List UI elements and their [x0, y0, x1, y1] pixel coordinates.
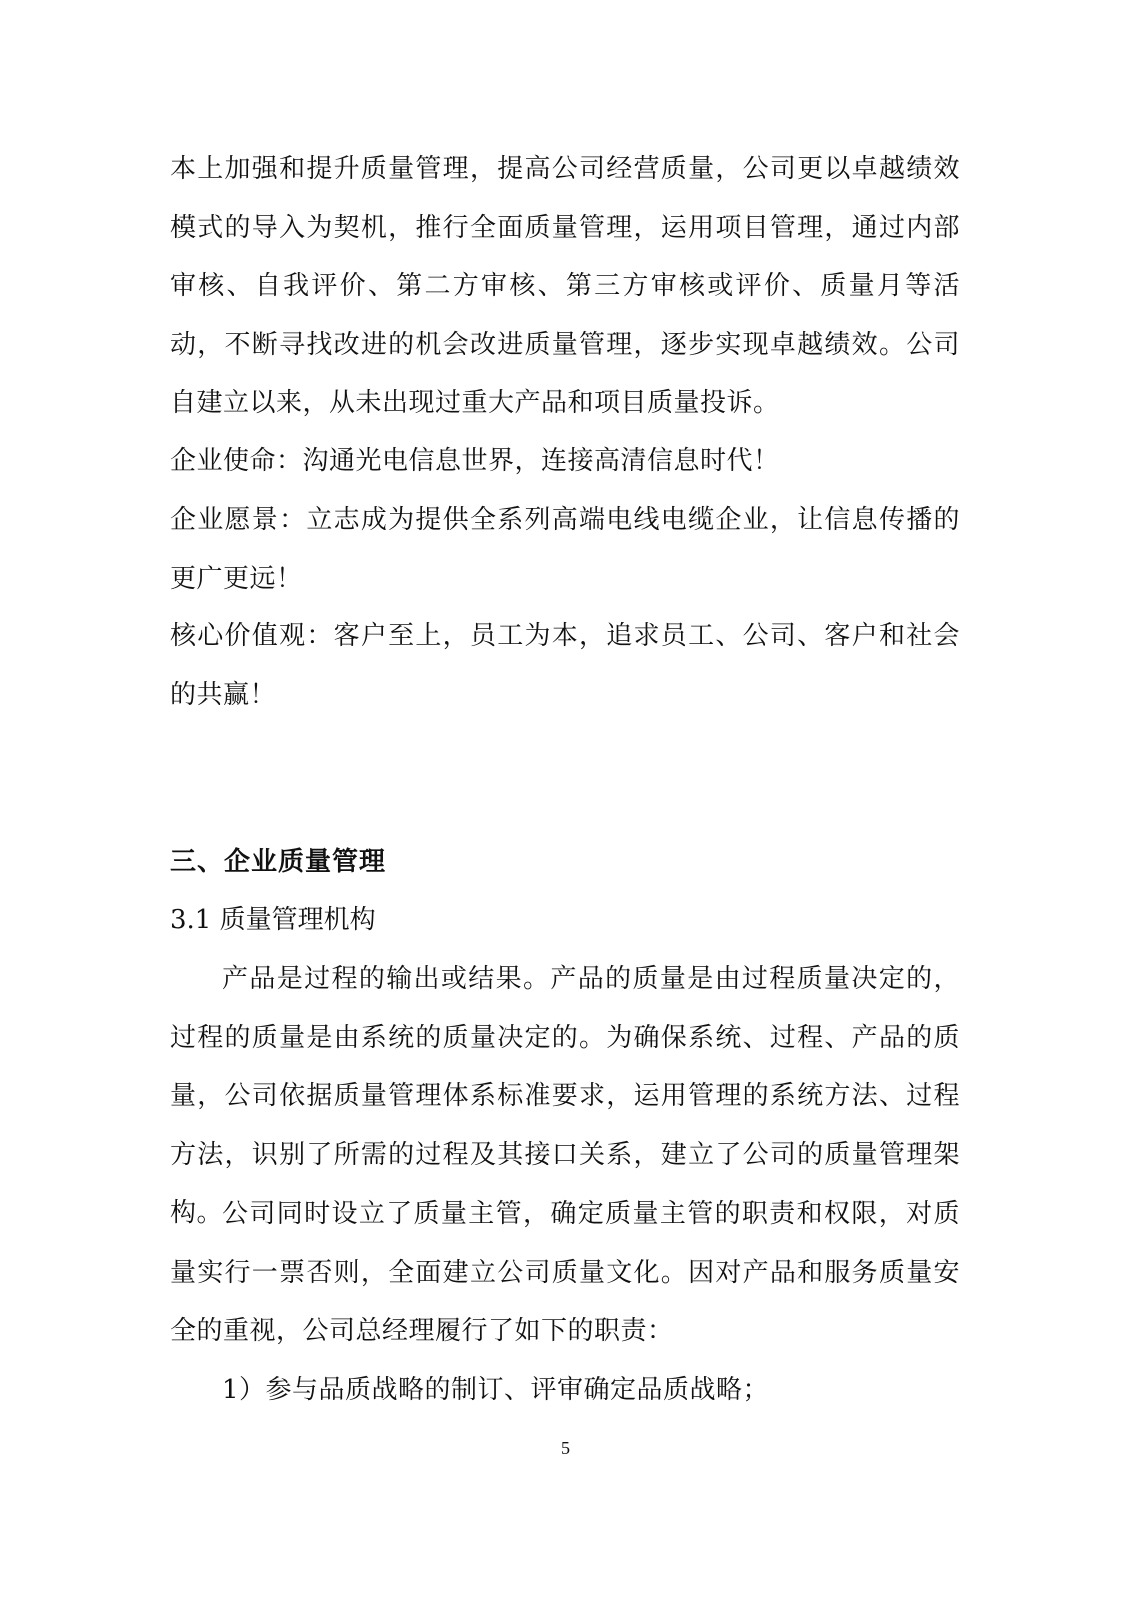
- quality-org-paragraph-2: 公司同时设立了质量主管，确定质量主管的职责和权限，对质量实行一票否则，全面建立公司质量文化。因对产品和服务质量安全的重视，公司总经理履行了如下的职责：: [170, 1199, 960, 1346]
- vision-statement: 企业愿景：立志成为提供全系列高端电线电缆企业，让信息传播的更广更远！: [170, 505, 960, 594]
- section-heading: 三、企业质量管理: [170, 847, 387, 877]
- core-values-statement: 核心价值观：客户至上，员工为本，追求员工、公司、客户和社会的共赢！: [170, 621, 960, 710]
- list-item: 1）参与品质战略的制订、评审确定品质战略；: [222, 1375, 770, 1405]
- page-number: 5: [561, 1438, 570, 1458]
- quality-org-paragraph-1: 产品是过程的输出或结果。产品的质量是由过程质量决定的，过程的质量是由系统的质量决定的。为确保系统、过程、产品的质量，公司依据质量管理体系标准要求，运用管理的系统方法、过程方法，识别了所需的过程及其接口关系，建立了公司的质量管理架构。: [170, 964, 960, 1228]
- subsection-heading: 3.1 质量管理机构: [170, 905, 376, 935]
- intro-paragraph: 本上加强和提升质量管理，提高公司经营质量，公司更以卓越绩效模式的导入为契机，推行全面质量管理，运用项目管理，通过内部审核、自我评价、第二方审核、第三方审核或评价、质量月等活动，不断寻找改进的机会改进质量管理，逐步实现卓越绩效。公司自建立以来，从未出现过重大产品和项目质量投诉。: [170, 154, 960, 418]
- mission-statement: 企业使命：沟通光电信息世界，连接高清信息时代！: [170, 446, 780, 476]
